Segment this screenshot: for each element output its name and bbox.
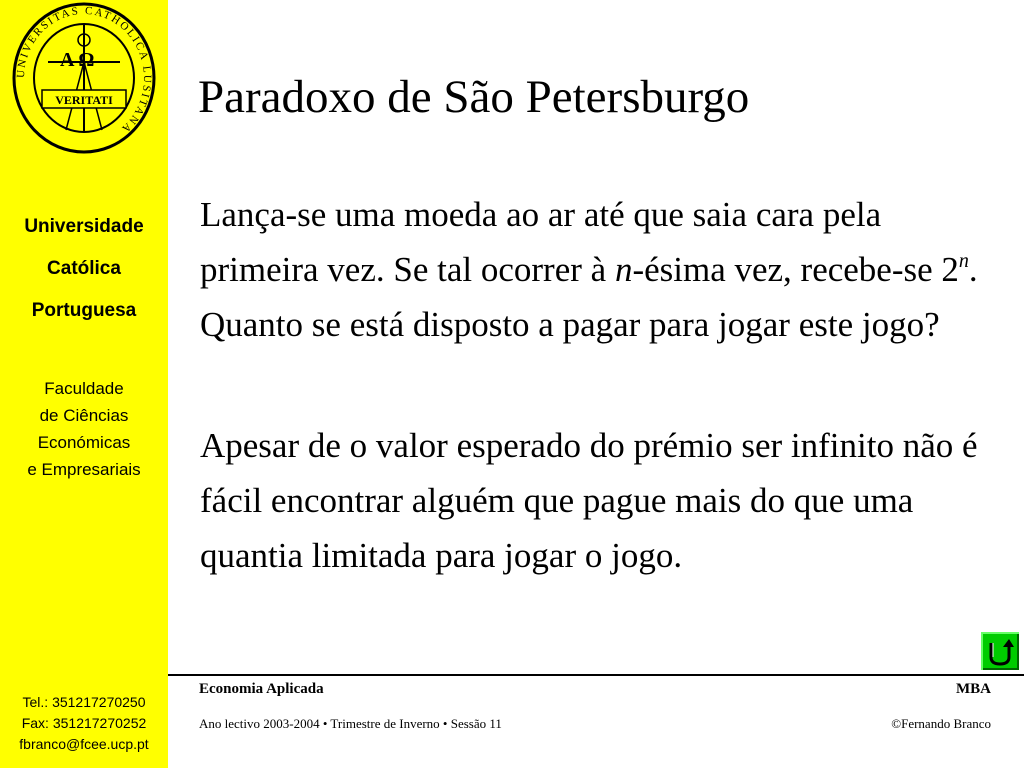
paragraph-text: . Quanto se está disposto a pagar para jogar este jogo? bbox=[200, 250, 978, 344]
u-turn-return-icon bbox=[986, 635, 1014, 667]
university-line: Universidade bbox=[24, 216, 144, 237]
paragraph-game-description bbox=[200, 187, 990, 352]
university-seal-icon bbox=[8, 0, 160, 156]
seal-motto: VERITATI bbox=[55, 93, 113, 107]
faculty-line: Faculdade bbox=[44, 379, 124, 398]
return-button[interactable] bbox=[981, 632, 1019, 670]
university-name bbox=[0, 206, 168, 332]
seal-ring-text: UNIVERSITAS CATHOLICA LUSITANA bbox=[14, 4, 154, 136]
footer-program: MBA bbox=[956, 681, 991, 697]
contact-fax: Fax: 351217270252 bbox=[21, 715, 147, 731]
faculty-line: de Ciências bbox=[39, 406, 129, 425]
faculty-line: Económicas bbox=[37, 433, 131, 452]
faculty-name bbox=[0, 375, 168, 483]
italic-variable: n bbox=[614, 250, 633, 289]
faculty-line: e Empresariais bbox=[27, 460, 141, 479]
exponent: n bbox=[958, 250, 969, 272]
seal-alpha-omega: A Ω bbox=[60, 49, 95, 71]
university-logo bbox=[0, 0, 168, 156]
slide-title: Paradoxo de São Petersburgo bbox=[198, 71, 750, 123]
footer-author: ©Fernando Branco bbox=[891, 716, 991, 731]
sidebar bbox=[0, 0, 168, 768]
university-line: Católica bbox=[47, 258, 121, 279]
paragraph-text: Lança-se uma moeda ao ar até que saia cara pela primeira vez. Se tal ocorrer à bbox=[200, 195, 882, 289]
paragraph-paradox-explanation: Apesar de o valor esperado do prémio ser infinito não é fácil encontrar alguém que pague mais do que uma quantia limitada para jogar o jogo. bbox=[200, 426, 978, 575]
university-line: Portuguesa bbox=[31, 300, 137, 321]
paragraph-text: -ésima vez, recebe-se 2 bbox=[632, 250, 959, 289]
contact-phone: Tel.: 351217270250 bbox=[22, 694, 146, 710]
contact-email: fbranco@fcee.ucp.pt bbox=[19, 736, 149, 752]
footer-session: Ano lectivo 2003-2004 • Trimestre de Inverno • Sessão 11 bbox=[199, 716, 502, 731]
footer-course: Economia Aplicada bbox=[199, 681, 324, 697]
footer-divider bbox=[168, 674, 1024, 676]
contact-info bbox=[0, 692, 168, 755]
